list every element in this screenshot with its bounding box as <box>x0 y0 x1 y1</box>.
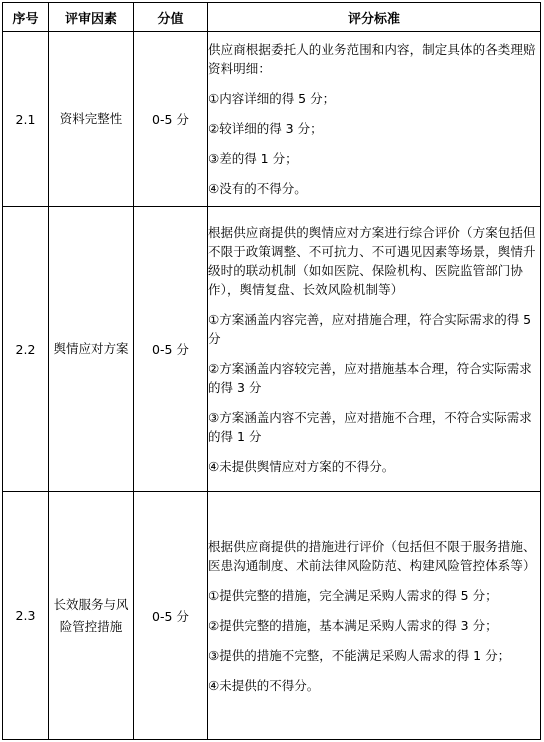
row-factor: 长效服务与风险管控措施 <box>49 492 134 740</box>
criteria-item: ①内容详细的得 5 分； <box>208 91 336 106</box>
row-score: 0-5 分 <box>134 32 208 207</box>
header-criteria: 评分标准 <box>208 3 541 32</box>
scoring-table <box>2 2 541 740</box>
table-row <box>3 492 541 740</box>
row-score: 0-5 分 <box>134 492 208 740</box>
criteria-item: ④未提供的不得分。 <box>208 677 320 693</box>
row-id: 2.1 <box>3 32 49 207</box>
criteria-item: ④没有的不得分。 <box>208 181 307 196</box>
header-score: 分值 <box>134 3 208 32</box>
criteria-item: ①方案涵盖内容完善，应对措施合理，符合实际需求的得 5 分 <box>208 311 532 346</box>
criteria-item: ②提供完整的措施，基本满足采购人需求的得 3 分； <box>208 617 498 633</box>
criteria-item: ②方案涵盖内容较完善，应对措施基本合理，符合实际需求的得 3 分 <box>208 360 532 395</box>
criteria-intro: 根据供应商提供的措施进行评价（包括但不限于服务措施、医患沟通制度、术前法律风险防范、构建风险管控体系等） <box>208 538 536 573</box>
criteria-item: ④未提供舆情应对方案的不得分。 <box>208 458 395 474</box>
row-criteria <box>208 207 541 492</box>
criteria-item: ③方案涵盖内容不完善，应对措施不合理，不符合实际需求的得 1 分 <box>208 409 532 444</box>
row-id: 2.2 <box>3 207 49 492</box>
criteria-item: ③差的得 1 分； <box>208 151 298 166</box>
row-criteria <box>208 492 541 740</box>
row-factor: 舆情应对方案 <box>49 207 134 492</box>
row-score: 0-5 分 <box>134 207 208 492</box>
table-row <box>3 32 541 207</box>
row-factor: 资料完整性 <box>49 32 134 207</box>
criteria-item: ③提供的措施不完整，不能满足采购人需求的得 1 分； <box>208 647 511 663</box>
row-criteria <box>208 32 541 207</box>
header-factor: 评审因素 <box>49 3 134 32</box>
criteria-item: ②较详细的得 3 分； <box>208 121 323 136</box>
criteria-intro: 根据供应商提供的舆情应对方案进行综合评价（方案包括但不限于政策调整、不可抗力、不可遇见因素等场景，舆情升级时的联动机制（如如医院、保险机构、医院监管部门协作），舆情复盘、长效风险机制等） <box>208 224 536 297</box>
header-id: 序号 <box>3 3 49 32</box>
row-id: 2.3 <box>3 492 49 740</box>
table-row <box>3 207 541 492</box>
header-row <box>3 3 541 32</box>
criteria-item: ①提供完整的措施，完全满足采购人需求的得 5 分； <box>208 587 498 603</box>
criteria-intro: 供应商根据委托人的业务范围和内容，制定具体的各类理赔资料明细： <box>208 42 536 76</box>
